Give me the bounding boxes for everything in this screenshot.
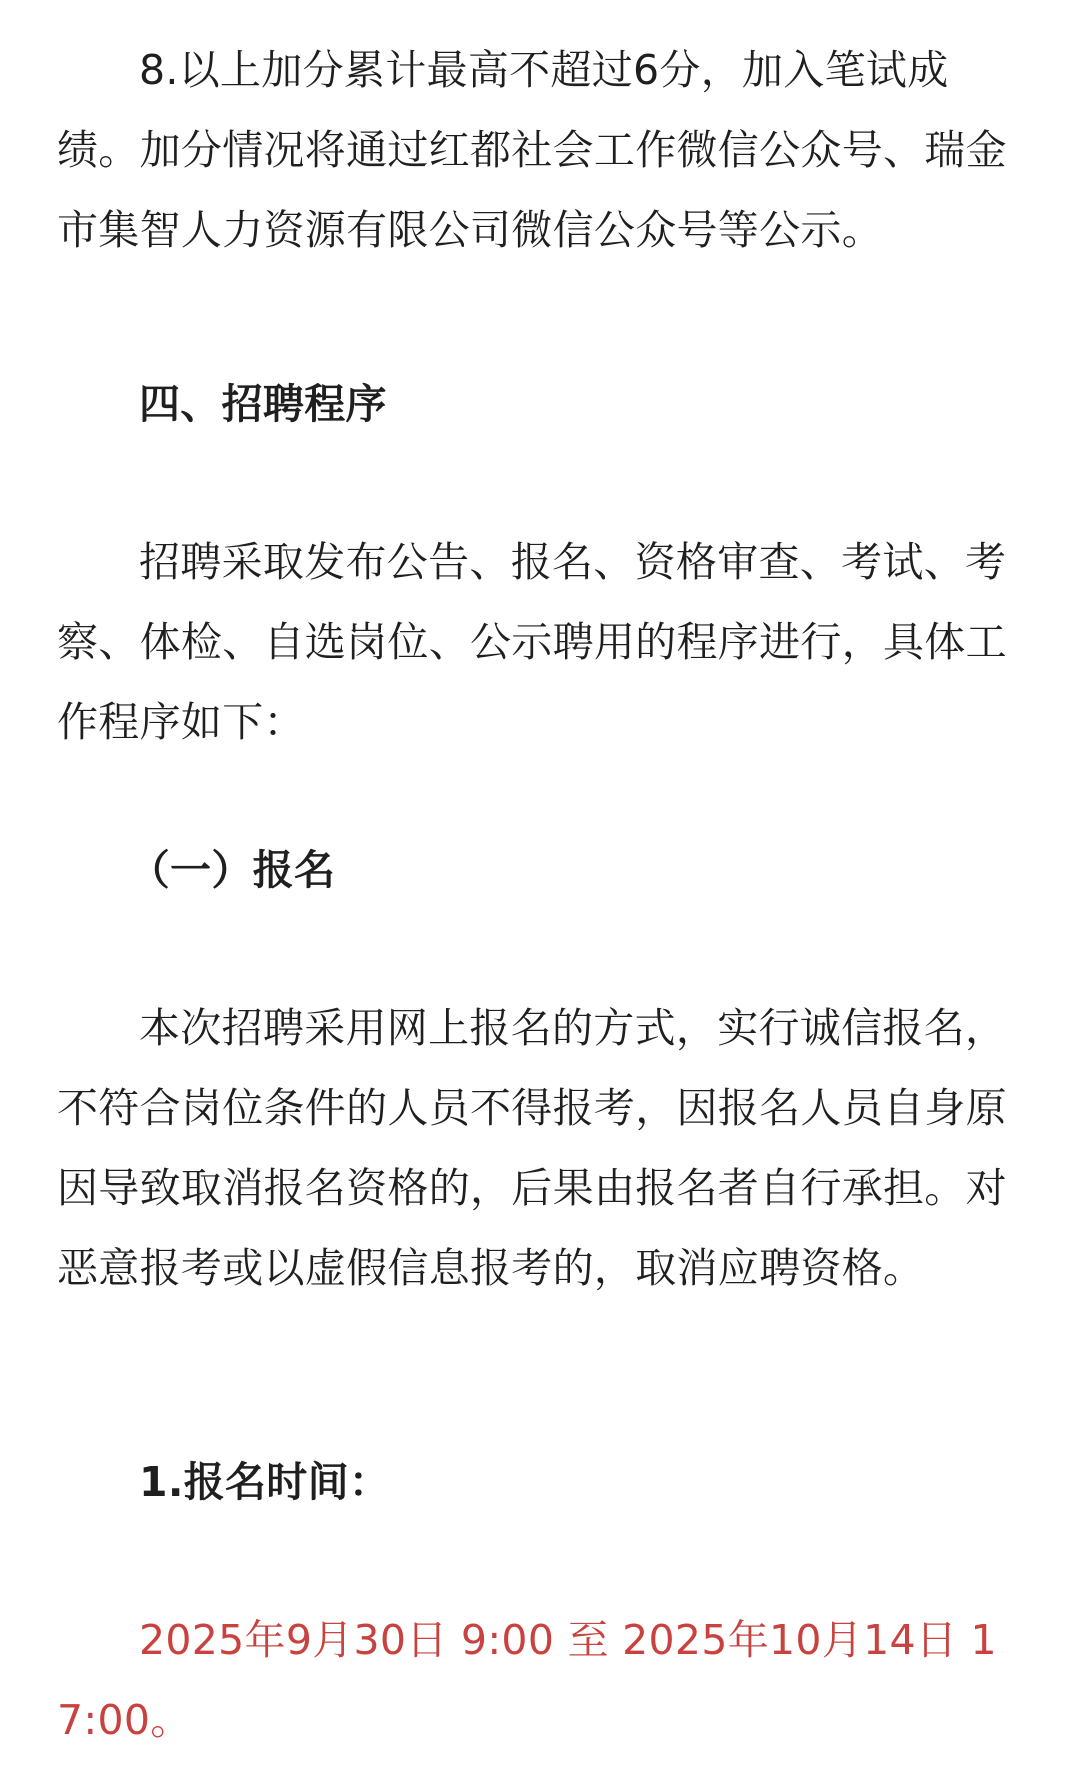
registration-time-value: 2025年9月30日 9:00 至 2025年10月14日 17:00。	[57, 1616, 997, 1744]
paragraph-procedure: 招聘采取发布公告、报名、资格审查、考试、考察、体检、自选岗位、公示聘用的程序进行，具体工作程序如下：	[57, 538, 1007, 746]
registration-time-heading: 1.报名时间：	[139, 1458, 391, 1506]
paragraph-bonus-points: 8.以上加分累计最高不超过6分，加入笔试成绩。加分情况将通过红都社会工作微信公众号、瑞金市集智人力资源有限公司微信公众号等公示。	[57, 46, 1007, 254]
section-heading-recruitment-procedure: 四、招聘程序	[139, 380, 387, 428]
subsection-heading-registration: （一）报名	[128, 846, 336, 894]
paragraph-registration: 本次招聘采用网上报名的方式，实行诚信报名，不符合岗位条件的人员不得报考，因报名人员自身原因导致取消报名资格的，后果由报名者自行承担。对恶意报考或以虚假信息报考的，取消应聘资格。	[57, 1004, 1007, 1292]
